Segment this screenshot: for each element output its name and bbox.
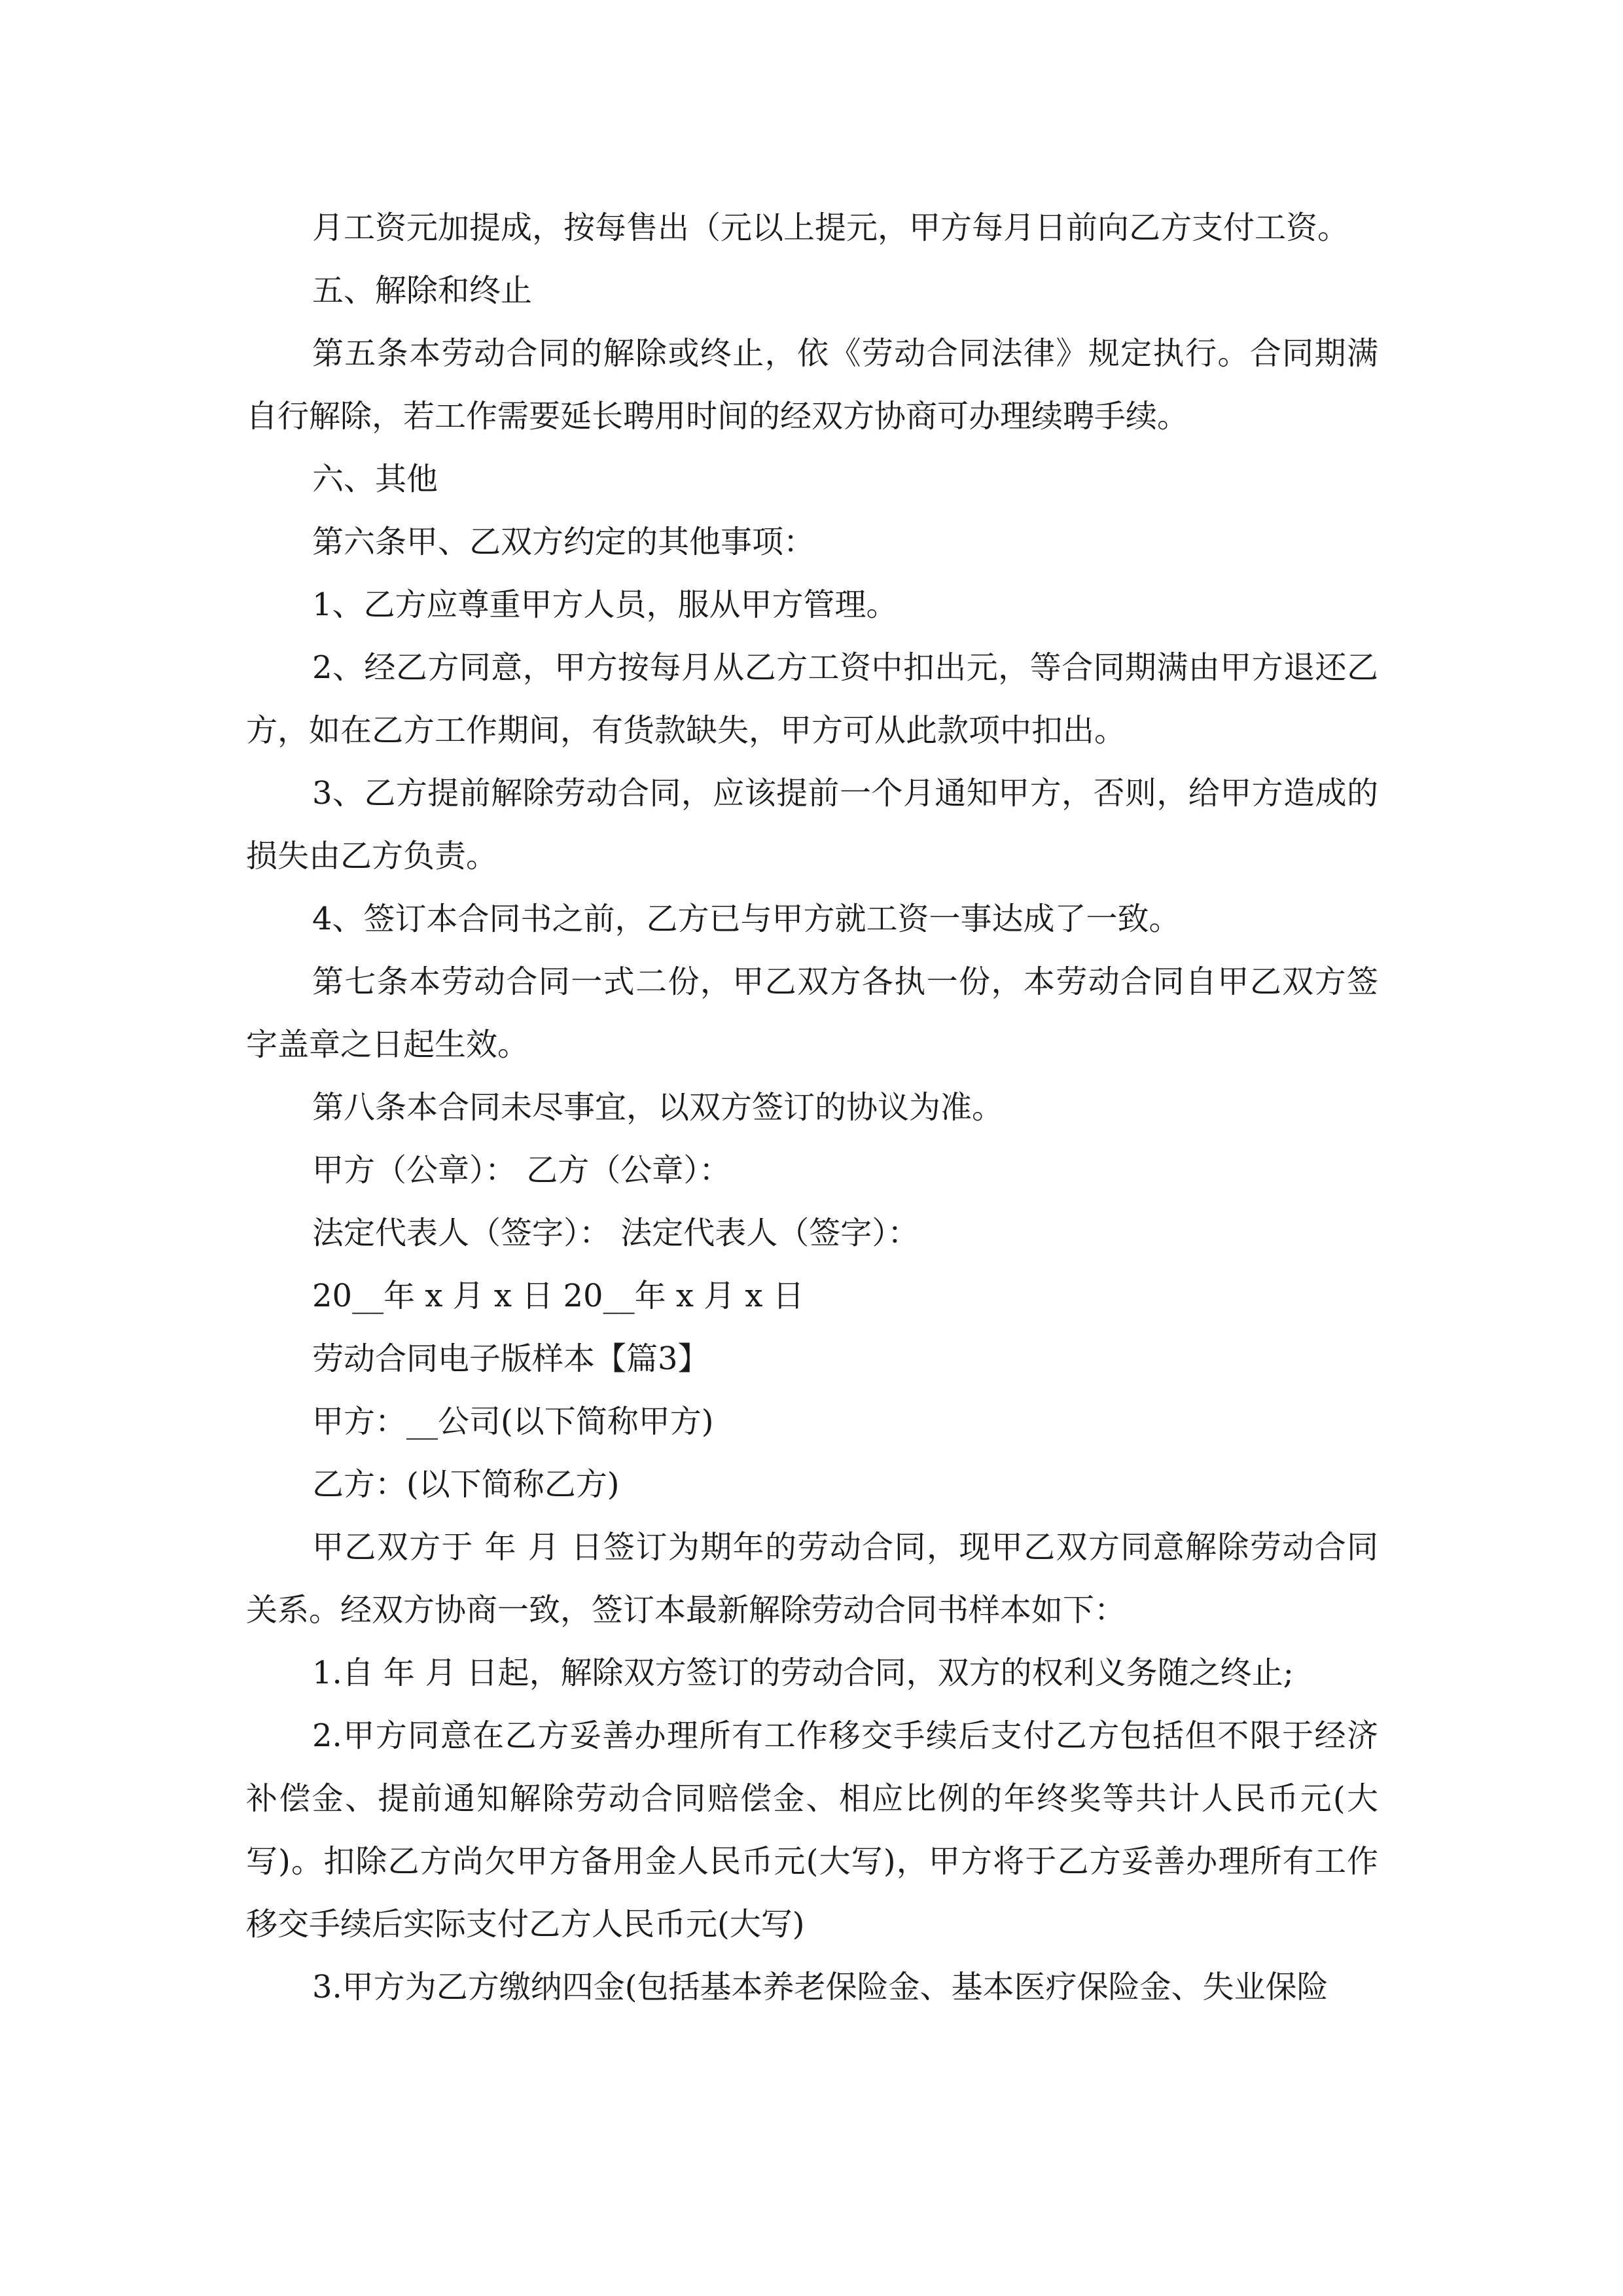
document-section-title: 劳动合同电子版样本【篇3】	[312, 1340, 709, 1377]
paragraph-article-6: 第六条甲、乙双方约定的其他事项：	[312, 524, 815, 560]
signature-seal-line: 甲方（公章）： 乙方（公章）：	[312, 1152, 731, 1189]
clause-3: 3.甲方为乙方缴纳四金(包括基本养老保险金、基本医疗保险金、失业保险	[312, 1969, 1329, 2005]
paragraph-salary: 月工资元加提成，按每售出（元以上提元，甲方每月日前向乙方支付工资。	[312, 209, 1349, 246]
list-item-2: 2、经乙方同意，甲方按每月从乙方工资中扣出元，等合同期满由甲方退还乙方，如在乙方工作期间，有货款缺失，甲方可从此款项中扣出。	[246, 649, 1378, 749]
clause-1: 1.自 年 月 日起，解除双方签订的劳动合同，双方的权利义务随之终止;	[312, 1655, 1294, 1691]
party-b-line: 乙方：(以下简称乙方)	[312, 1466, 620, 1503]
clause-2: 2.甲方同意在乙方妥善办理所有工作移交手续后支付乙方包括但不限于经济补偿金、提前通知解除劳动合同赔偿金、相应比例的年终奖等共计人民币元(大写)。扣除乙方尚欠甲方备用金人民币元(大写)，甲方将于乙方妥善办理所有工作移交手续后实际支付乙方人民币元(大写)	[246, 1717, 1378, 1943]
paragraph-article-5: 第五条本劳动合同的解除或终止，依《劳动合同法律》规定执行。合同期满自行解除，若工作需要延长聘用时间的经双方协商可办理续聘手续。	[246, 335, 1378, 435]
signature-representative-line: 法定代表人（签字）： 法定代表人（签字）：	[312, 1215, 919, 1251]
party-a-line: 甲方：__公司(以下简称甲方)	[312, 1403, 714, 1440]
signature-date-line: 20__年 x 月 x 日 20__年 x 月 x 日	[312, 1278, 804, 1314]
list-item-3: 3、乙方提前解除劳动合同，应该提前一个月通知甲方，否则，给甲方造成的损失由乙方负责。	[246, 775, 1378, 874]
paragraph-article-7: 第七条本劳动合同一式二份，甲乙双方各执一份，本劳动合同自甲乙双方签字盖章之日起生效。	[246, 963, 1378, 1063]
paragraph-preamble: 甲乙双方于 年 月 日签订为期年的劳动合同，现甲乙双方同意解除劳动合同关系。经双方协商一致，签订本最新解除劳动合同书样本如下：	[246, 1529, 1378, 1628]
list-item-1: 1、乙方应尊重甲方人员，服从甲方管理。	[312, 586, 898, 623]
document-body	[246, 196, 1378, 2018]
list-item-4: 4、签订本合同书之前，乙方已与甲方就工资一事达成了一致。	[312, 901, 1181, 937]
section-heading-termination: 五、解除和终止	[312, 272, 533, 309]
paragraph-article-8: 第八条本合同未尽事宜，以双方签订的协议为准。	[312, 1089, 1004, 1126]
section-heading-other: 六、其他	[312, 461, 438, 497]
